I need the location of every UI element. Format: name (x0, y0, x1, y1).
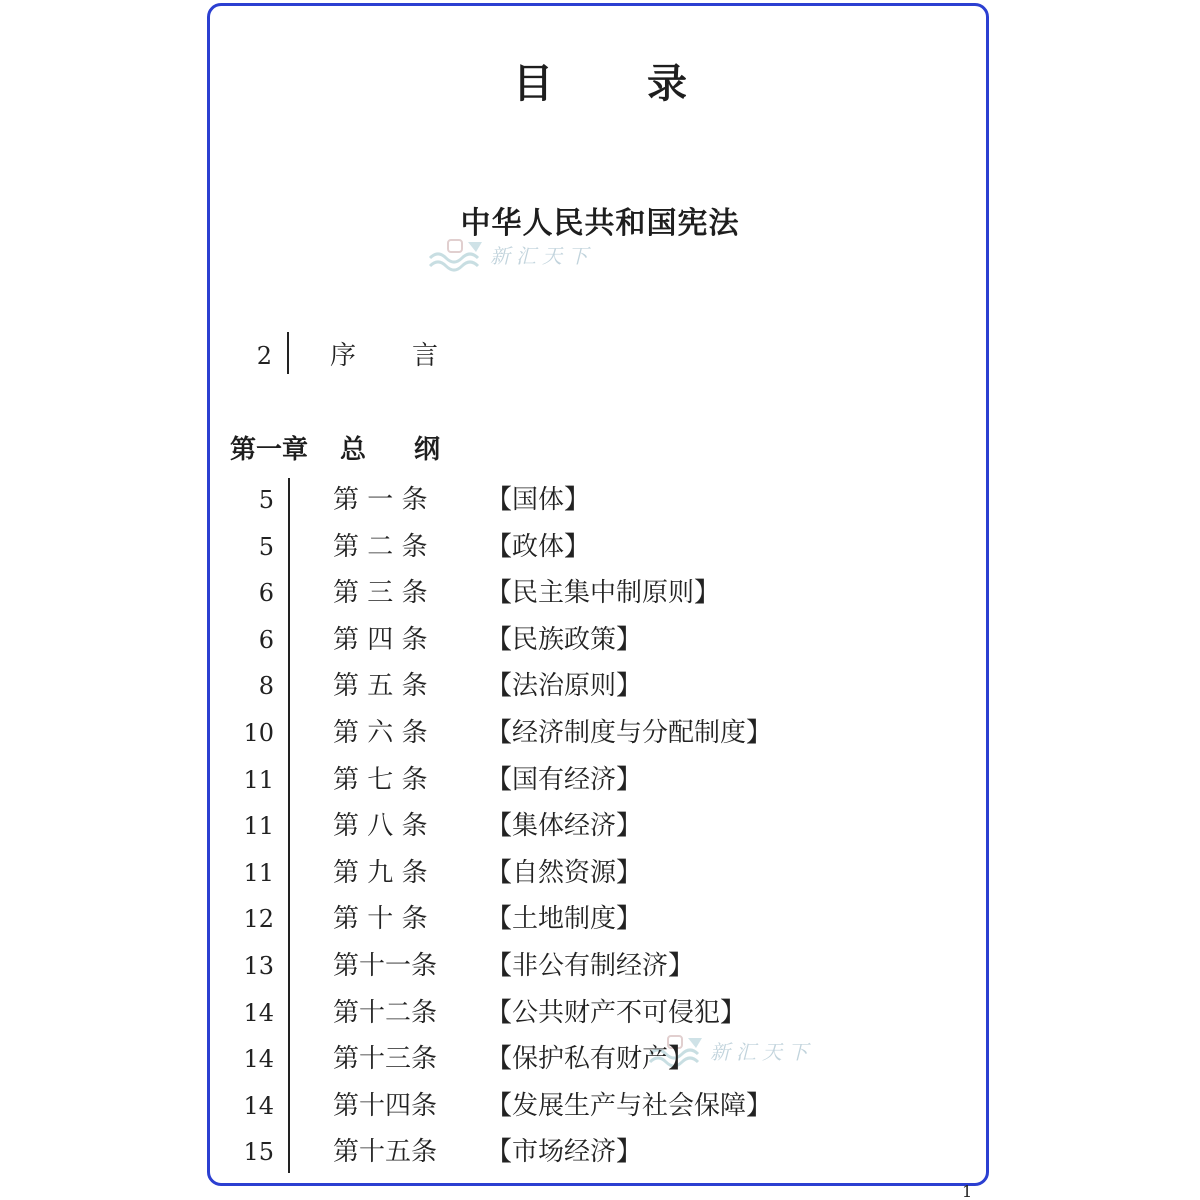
article-number: 第十五条 (333, 1137, 438, 1168)
article-subject: 【国体】 (486, 485, 591, 515)
watermark-text: 新汇天下 (490, 243, 594, 268)
watermark-logo-icon (428, 236, 486, 272)
toc-entry[interactable] (230, 804, 930, 850)
page-number: 12 (243, 905, 274, 934)
article-subject: 【发展生产与社会保障】 (486, 1090, 773, 1121)
toc-entry[interactable] (230, 1037, 930, 1083)
toc-entry[interactable] (230, 897, 930, 943)
article-number: 第十四条 (333, 1090, 438, 1121)
chapter-number: 第一章 (230, 435, 309, 465)
article-subject: 【公共财产不可侵犯】 (486, 997, 747, 1028)
toc-entry[interactable] (230, 944, 930, 990)
article-subject: 【民族政策】 (486, 624, 643, 655)
article-subject: 【土地制度】 (486, 904, 643, 935)
toc-entry[interactable] (230, 478, 930, 524)
page-number: 6 (258, 625, 274, 654)
toc-entry[interactable] (230, 711, 930, 757)
toc-entry[interactable] (230, 851, 930, 897)
page-number: 15 (243, 1138, 274, 1167)
page-number: 11 (243, 858, 274, 887)
article-number: 第 三 条 (333, 578, 428, 609)
article-number: 第十一条 (333, 951, 438, 981)
page-number: 10 (243, 719, 274, 747)
article-number: 第 九 条 (333, 857, 428, 888)
article-subject: 【市场经济】 (486, 1137, 643, 1168)
article-subject: 【民主集中制原则】 (486, 578, 721, 609)
page-folio: 1 (962, 1182, 973, 1200)
page-number: 14 (243, 998, 274, 1027)
toc-entry[interactable] (230, 618, 930, 664)
article-number: 第 六 条 (333, 718, 428, 748)
page-title: 目 录 (513, 60, 727, 107)
page-number: 5 (258, 486, 274, 514)
article-number: 第 七 条 (333, 764, 428, 795)
article-subject: 【非公有制经济】 (486, 951, 695, 981)
chapter-heading[interactable] (230, 432, 488, 468)
watermark-text: 新汇天下 (710, 1039, 814, 1064)
article-subject: 【自然资源】 (486, 857, 643, 888)
article-subject: 【国有经济】 (486, 764, 643, 795)
page-number: 14 (243, 1045, 274, 1074)
article-subject: 【政体】 (486, 531, 591, 562)
page-number: 2 (256, 342, 272, 370)
article-subject: 【集体经济】 (486, 811, 643, 842)
article-number: 第 十 条 (333, 904, 428, 935)
toc-entry[interactable] (230, 525, 930, 571)
page-number: 13 (243, 952, 274, 980)
toc-entry[interactable] (230, 758, 930, 804)
article-number: 第 五 条 (333, 671, 428, 702)
page-number: 14 (243, 1091, 274, 1120)
article-number: 第 四 条 (333, 624, 428, 655)
divider (287, 332, 289, 374)
chapter-name: 总纲 (340, 435, 489, 465)
toc-entry[interactable] (230, 1130, 930, 1176)
watermark (428, 236, 594, 272)
article-number: 第 一 条 (333, 485, 428, 515)
toc-entry[interactable] (230, 571, 930, 617)
article-number: 第 二 条 (333, 531, 428, 562)
article-number: 第十三条 (333, 1044, 438, 1075)
toc-entry[interactable] (230, 1084, 930, 1130)
article-subject: 【经济制度与分配制度】 (486, 718, 773, 748)
toc-entry[interactable] (230, 664, 930, 710)
preface-label: 序言 (330, 341, 495, 371)
article-subject: 【法治原则】 (486, 671, 643, 702)
page-number: 6 (258, 579, 274, 608)
page-number: 11 (243, 812, 274, 841)
article-subject: 【保护私有财产】 (486, 1044, 695, 1075)
page-number: 5 (258, 532, 274, 561)
article-number: 第 八 条 (333, 811, 428, 842)
toc-entry[interactable] (230, 991, 930, 1037)
page-number: 11 (243, 765, 274, 794)
article-number: 第十二条 (333, 997, 438, 1028)
book-title: 中华人民共和国宪法 (460, 206, 740, 241)
page-number: 8 (258, 672, 274, 701)
